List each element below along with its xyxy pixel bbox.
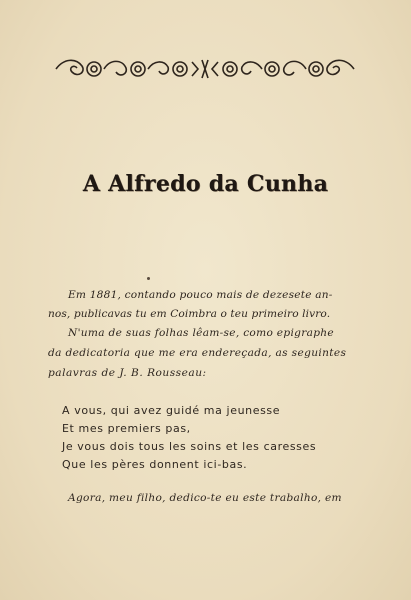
decorative-dot xyxy=(147,277,150,280)
dedication-title: A Alfredo da Cunha xyxy=(82,171,329,197)
paragraph-line: Em 1881, contando pouco mais de dezesete an- xyxy=(68,289,333,301)
paragraph-line: palavras de J. B. Rousseau: xyxy=(48,367,207,379)
verse-line: Que les pères donnent ici-bas. xyxy=(62,458,248,471)
paragraph-line: nos, publicavas tu em Coimbra o teu primeiro livro. xyxy=(48,308,331,320)
verse-line: A vous, qui avez guidé ma jeunesse xyxy=(62,404,281,417)
floral-scroll-ornament-icon xyxy=(52,56,358,82)
verse-line: Je vous dois tous les soins et les caresses xyxy=(62,440,317,453)
verse-line: Et mes premiers pas, xyxy=(62,422,191,435)
paragraph-line: N'uma de suas folhas lêam-se, como epigraphe xyxy=(68,327,334,339)
closing-line: Agora, meu filho, dedico-te eu este trabalho, em xyxy=(68,492,342,504)
paragraph-line: da dedicatoria que me era endereçada, as seguintes xyxy=(48,347,347,359)
